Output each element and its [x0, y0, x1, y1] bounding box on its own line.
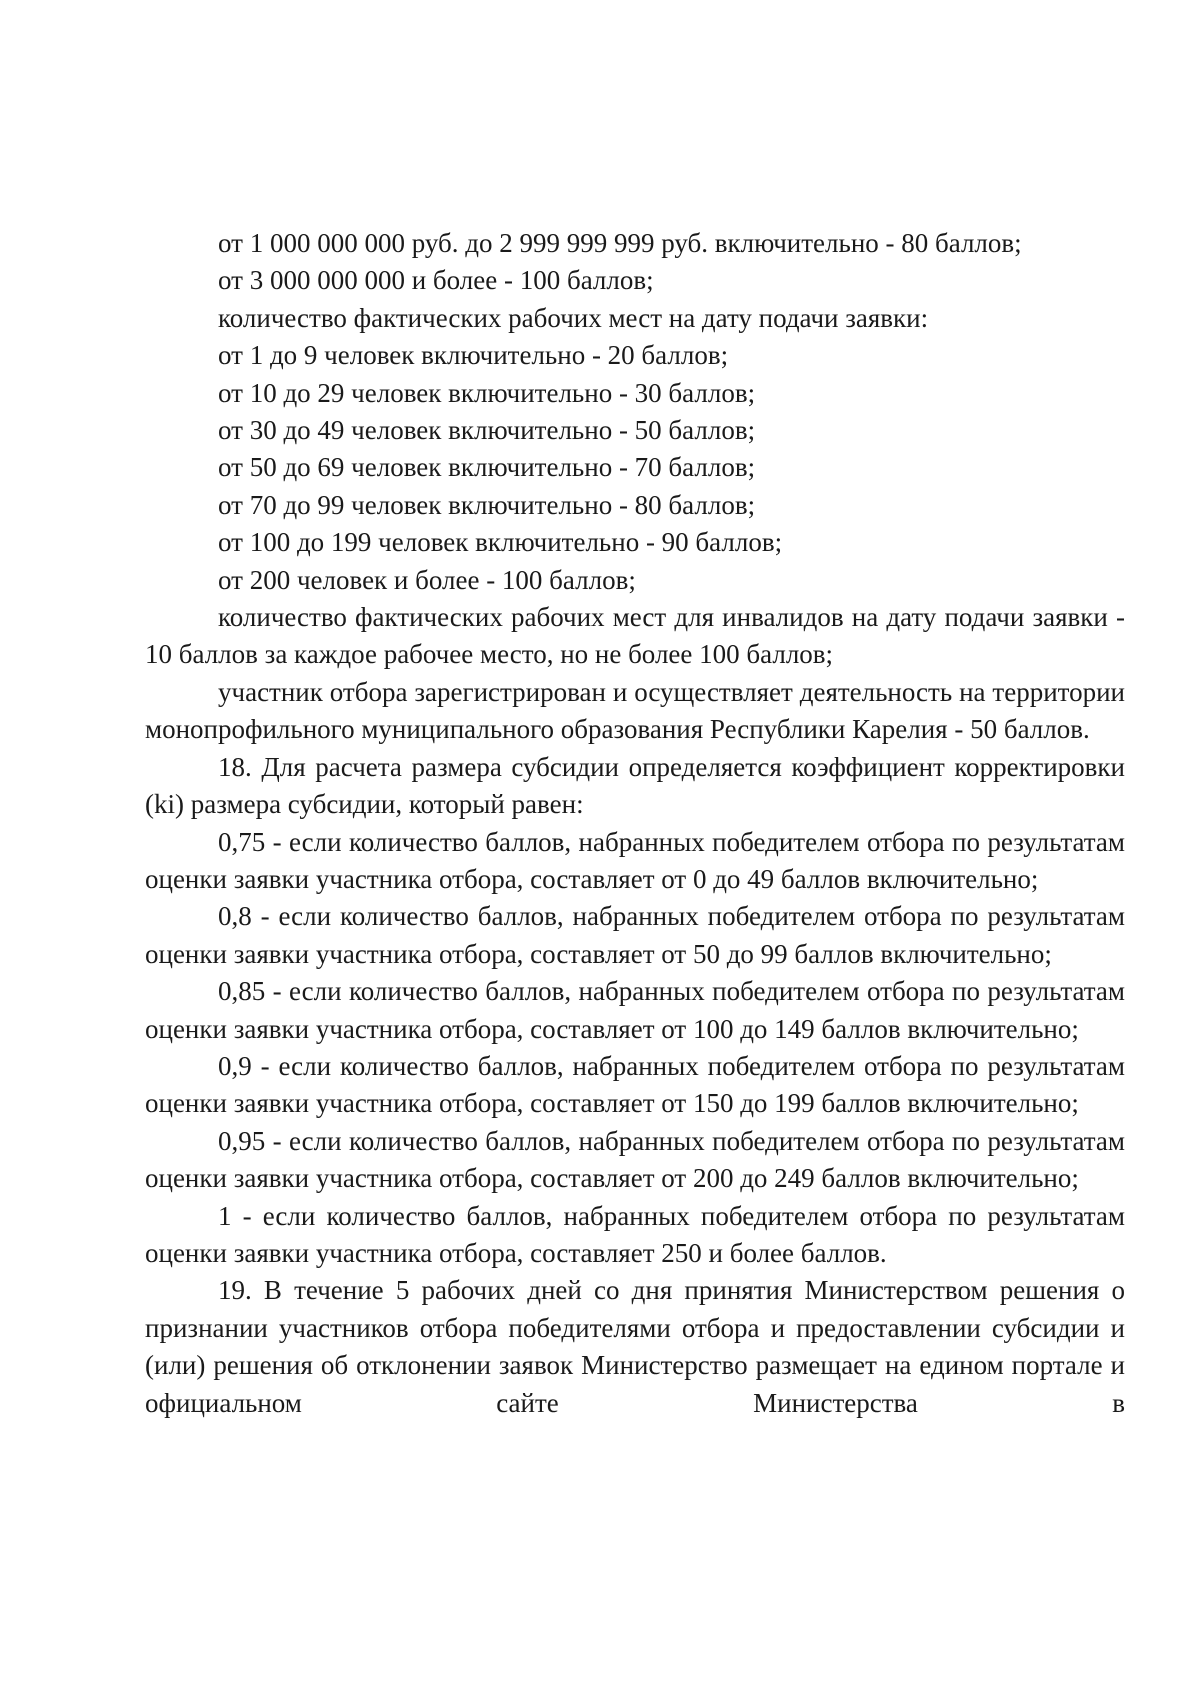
- paragraph: от 10 до 29 человек включительно - 30 баллов;: [218, 377, 756, 408]
- paragraph: 0,95 - если количество баллов, набранных победителем отбора по результатам оценки заявки участника отбора, составляет от 200 до 249 баллов включительно;: [145, 1125, 1125, 1194]
- paragraph: от 100 до 199 человек включительно - 90 баллов;: [218, 527, 783, 558]
- paragraph: 19. В течение 5 рабочих дней со дня принятия Министерством решения о признании участников отбора победителями отбора и предоставлении субсидии и (или) решения об отклонении заявок Министерство размещает на едином портале и официальном сайте Министерства в: [145, 1275, 1125, 1418]
- paragraph: 1 - если количество баллов, набранных победителем отбора по результатам оценки заявки участника отбора, составляет 250 и более баллов.: [145, 1200, 1125, 1268]
- paragraph: от 1 до 9 человек включительно - 20 баллов;: [218, 340, 729, 371]
- paragraph: от 30 до 49 человек включительно - 50 баллов;: [218, 415, 756, 446]
- paragraph: участник отбора зарегистрирован и осуществляет деятельность на территории монопрофильного муниципального образования Республики Карелия - 50 баллов.: [145, 676, 1125, 745]
- paragraph: количество фактических рабочих мест для инвалидов на дату подачи заявки - 10 баллов за каждое рабочее место, но не более 100 баллов;: [145, 602, 1125, 670]
- paragraph: 0,75 - если количество баллов, набранных победителем отбора по результатам оценки заявки участника отбора, составляет от 0 до 49 баллов включительно;: [145, 826, 1125, 894]
- document-body: [145, 225, 1125, 1422]
- paragraph: от 3 000 000 000 и более - 100 баллов;: [218, 265, 654, 296]
- paragraph: от 70 до 99 человек включительно - 80 баллов;: [218, 489, 756, 520]
- paragraph: 18. Для расчета размера субсидии определяется коэффициент корректировки (ki) размера субсидии, который равен:: [145, 751, 1125, 820]
- paragraph: от 50 до 69 человек включительно - 70 баллов;: [218, 452, 756, 483]
- paragraph: количество фактических рабочих мест на дату подачи заявки:: [218, 302, 929, 333]
- paragraph: 0,9 - если количество баллов, набранных победителем отбора по результатам оценки заявки участника отбора, составляет от 150 до 199 баллов включительно;: [145, 1050, 1125, 1119]
- paragraph: 0,85 - если количество баллов, набранных победителем отбора по результатам оценки заявки участника отбора, составляет от 100 до 149 баллов включительно;: [145, 976, 1125, 1044]
- paragraph: 0,8 - если количество баллов, набранных победителем отбора по результатам оценки заявки участника отбора, составляет от 50 до 99 баллов включительно;: [145, 901, 1125, 969]
- paragraph: от 200 человек и более - 100 баллов;: [218, 564, 636, 595]
- paragraph: от 1 000 000 000 руб. до 2 999 999 999 руб. включительно - 80 баллов;: [218, 228, 1022, 258]
